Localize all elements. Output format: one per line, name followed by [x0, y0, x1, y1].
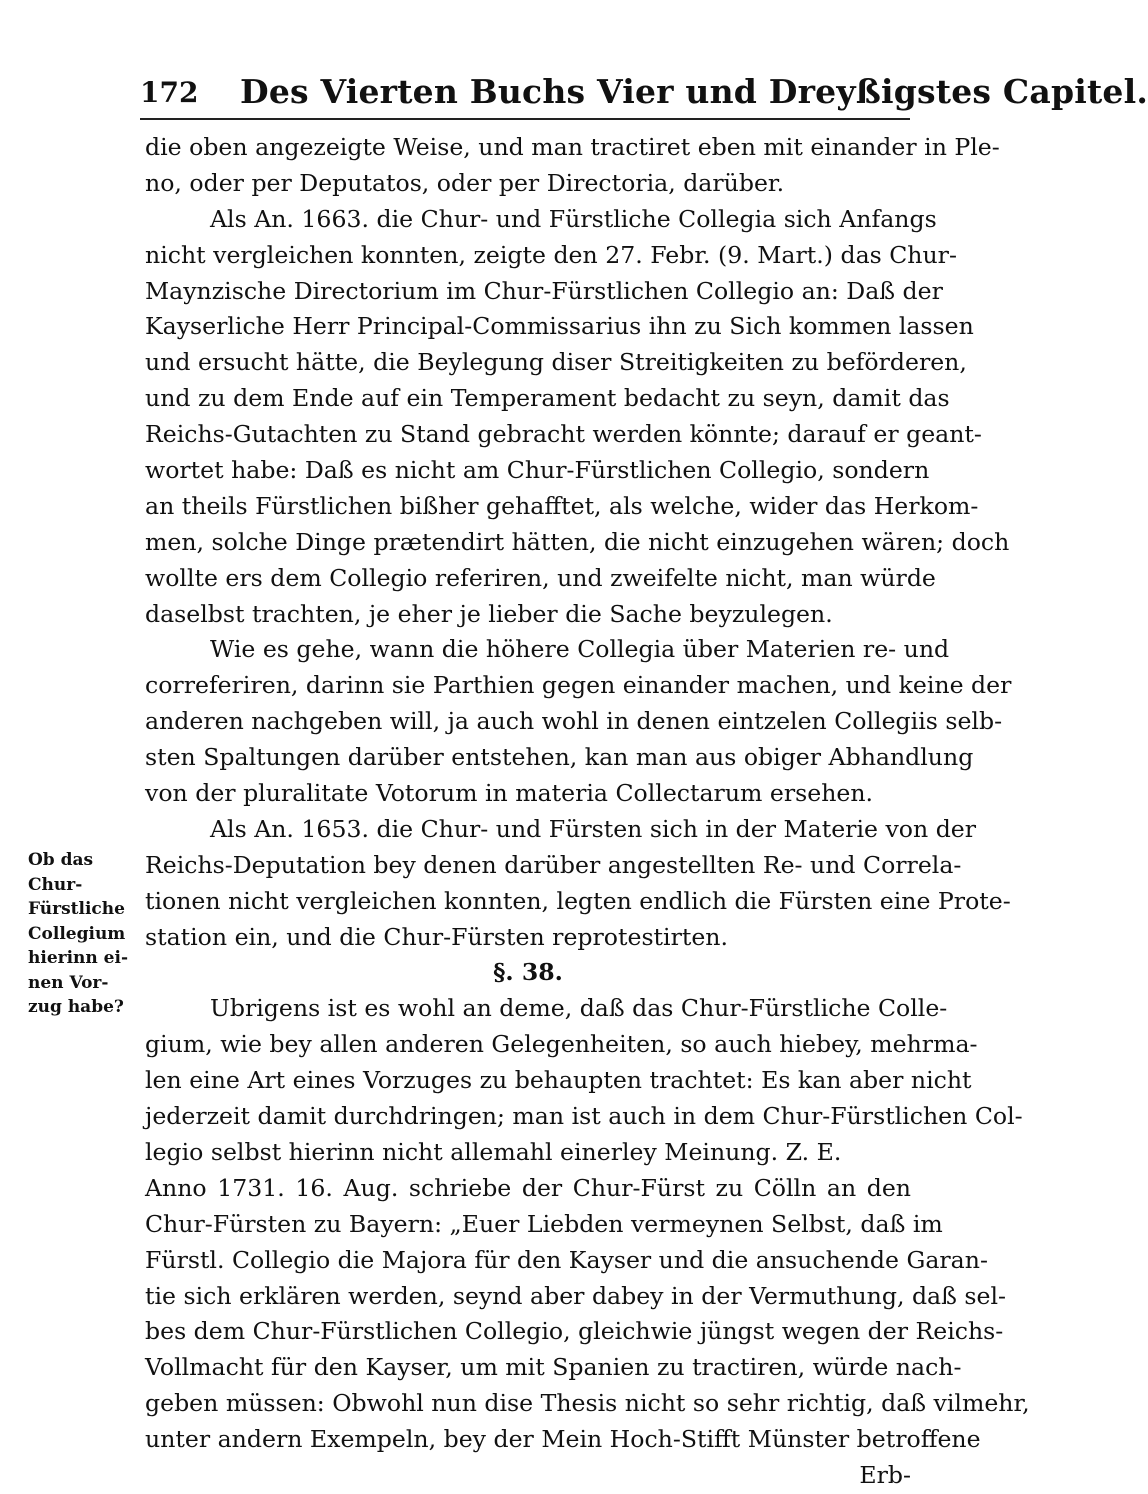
- text-line: geben müssen: Obwohl nun dise Thesis nicht so sehr richtig, daß vilmehr,: [145, 1389, 1030, 1418]
- text-line: wortet habe: Daß es nicht am Chur-Fürstlichen Collegio, sondern: [145, 456, 930, 485]
- text-line: wollte ers dem Collegio referiren, und zweifelte nicht, man würde: [145, 563, 936, 592]
- text-line: und zu dem Ende auf ein Temperament bedacht zu seyn, damit das: [145, 384, 950, 413]
- text-line: unter andern Exempeln, bey der Mein Hoch-Stifft Münster betroffene: [145, 1425, 981, 1454]
- catchword: Erb-: [859, 1460, 911, 1489]
- text-line: und ersucht hätte, die Beylegung diser Streitigkeiten zu beförderen,: [145, 348, 967, 377]
- text-line: Kayserliche Herr Principal-Commissarius ihn zu Sich kommen lassen: [145, 312, 974, 341]
- text-line: sten Spaltungen darüber entstehen, kan man aus obiger Abhandlung: [145, 743, 974, 772]
- text-line: tie sich erklären werden, seynd aber dabey in der Vermuthung, daß sel-: [145, 1281, 1006, 1310]
- margin-note: [28, 848, 143, 1020]
- header-rule: [140, 118, 910, 120]
- text-line: tionen nicht vergleichen konnten, legten endlich die Fürsten eine Prote-: [145, 886, 1011, 915]
- margin-note-line: zug habe?: [28, 997, 124, 1017]
- text-line: von der pluralitate Votorum in materia Collectarum ersehen.: [145, 779, 874, 808]
- text-line: Fürstl. Collegio die Majora für den Kayser und die ansuchende Garan-: [145, 1245, 988, 1274]
- text-line: correferiren, darinn sie Parthien gegen einander machen, und keine der: [145, 671, 1012, 700]
- text-line: anderen nachgeben will, ja auch wohl in denen eintzelen Collegiis selb-: [145, 707, 1003, 736]
- text-line: men, solche Dinge prætendirt hätten, die nicht einzugehen wären; doch: [145, 527, 1010, 556]
- body-text: [145, 130, 1030, 1494]
- section-heading: §. 38.: [493, 958, 563, 987]
- text-line: Als An. 1653. die Chur- und Fürsten sich in der Materie von der: [210, 814, 977, 843]
- text-line: len eine Art eines Vorzuges zu behaupten trachtet: Es kan aber nicht: [145, 1066, 972, 1095]
- margin-note-line: Fürstliche: [28, 899, 125, 919]
- text-line: gium, wie bey allen anderen Gelegenheiten, so auch hiebey, mehrma-: [145, 1030, 978, 1059]
- margin-note-line: Collegium: [28, 923, 126, 944]
- page-number: 172: [140, 76, 199, 109]
- page-header: [140, 70, 1148, 120]
- text-line: Anno 1731. 16. Aug. schriebe der Chur-Fürst zu Cölln an den: [145, 1173, 911, 1202]
- text-line: die oben angezeigte Weise, und man tractiret eben mit einander in Ple-: [145, 133, 1000, 161]
- margin-note-line: Ob das: [28, 850, 94, 870]
- margin-note-line: Chur-: [28, 874, 83, 895]
- text-line: jederzeit damit durchdringen; man ist auch in dem Chur-Fürstlichen Col-: [145, 1102, 1023, 1131]
- text-line: Als An. 1663. die Chur- und Fürstliche Collegia sich Anfangs: [210, 204, 937, 233]
- text-line: daselbst trachten, je eher je lieber die Sache beyzulegen.: [145, 599, 833, 628]
- text-line: legio selbst hierinn nicht allemahl einerley Meinung. Z. E.: [145, 1137, 842, 1166]
- text-line: nicht vergleichen konnten, zeigte den 27. Febr. (9. Mart.) das Chur-: [145, 240, 957, 269]
- text-line: Reichs-Deputation bey denen darüber angestellten Re- und Correla-: [145, 850, 962, 879]
- margin-note-line: hierinn ei-: [28, 948, 129, 968]
- text-line: an theils Fürstlichen bißher gehafftet, als welche, wider das Herkom-: [145, 491, 979, 520]
- margin-note-line: nen Vor-: [28, 972, 109, 993]
- text-line: Chur-Fürsten zu Bayern: „Euer Liebden vermeynen Selbst, daß im: [145, 1209, 943, 1238]
- text-line: bes dem Chur-Fürstlichen Collegio, gleichwie jüngst wegen der Reichs-: [145, 1317, 1004, 1346]
- text-line: Reichs-Gutachten zu Stand gebracht werden könnte; darauf er geant-: [145, 420, 982, 449]
- text-line: station ein, und die Chur-Fürsten reprotestirten.: [145, 922, 729, 951]
- text-line: Vollmacht für den Kayser, um mit Spanien zu tractiren, würde nach-: [145, 1353, 962, 1382]
- running-head: Des Vierten Buchs Vier und Dreyßigstes Capitel.: [240, 72, 1148, 111]
- text-line: Wie es gehe, wann die höhere Collegia über Materien re- und: [210, 635, 950, 664]
- text-line: Maynzische Directorium im Chur-Fürstlichen Collegio an: Daß der: [145, 276, 943, 305]
- text-line: Ubrigens ist es wohl an deme, daß das Chur-Fürstliche Colle-: [210, 994, 948, 1023]
- text-line: no, oder per Deputatos, oder per Directoria, darüber.: [145, 168, 785, 197]
